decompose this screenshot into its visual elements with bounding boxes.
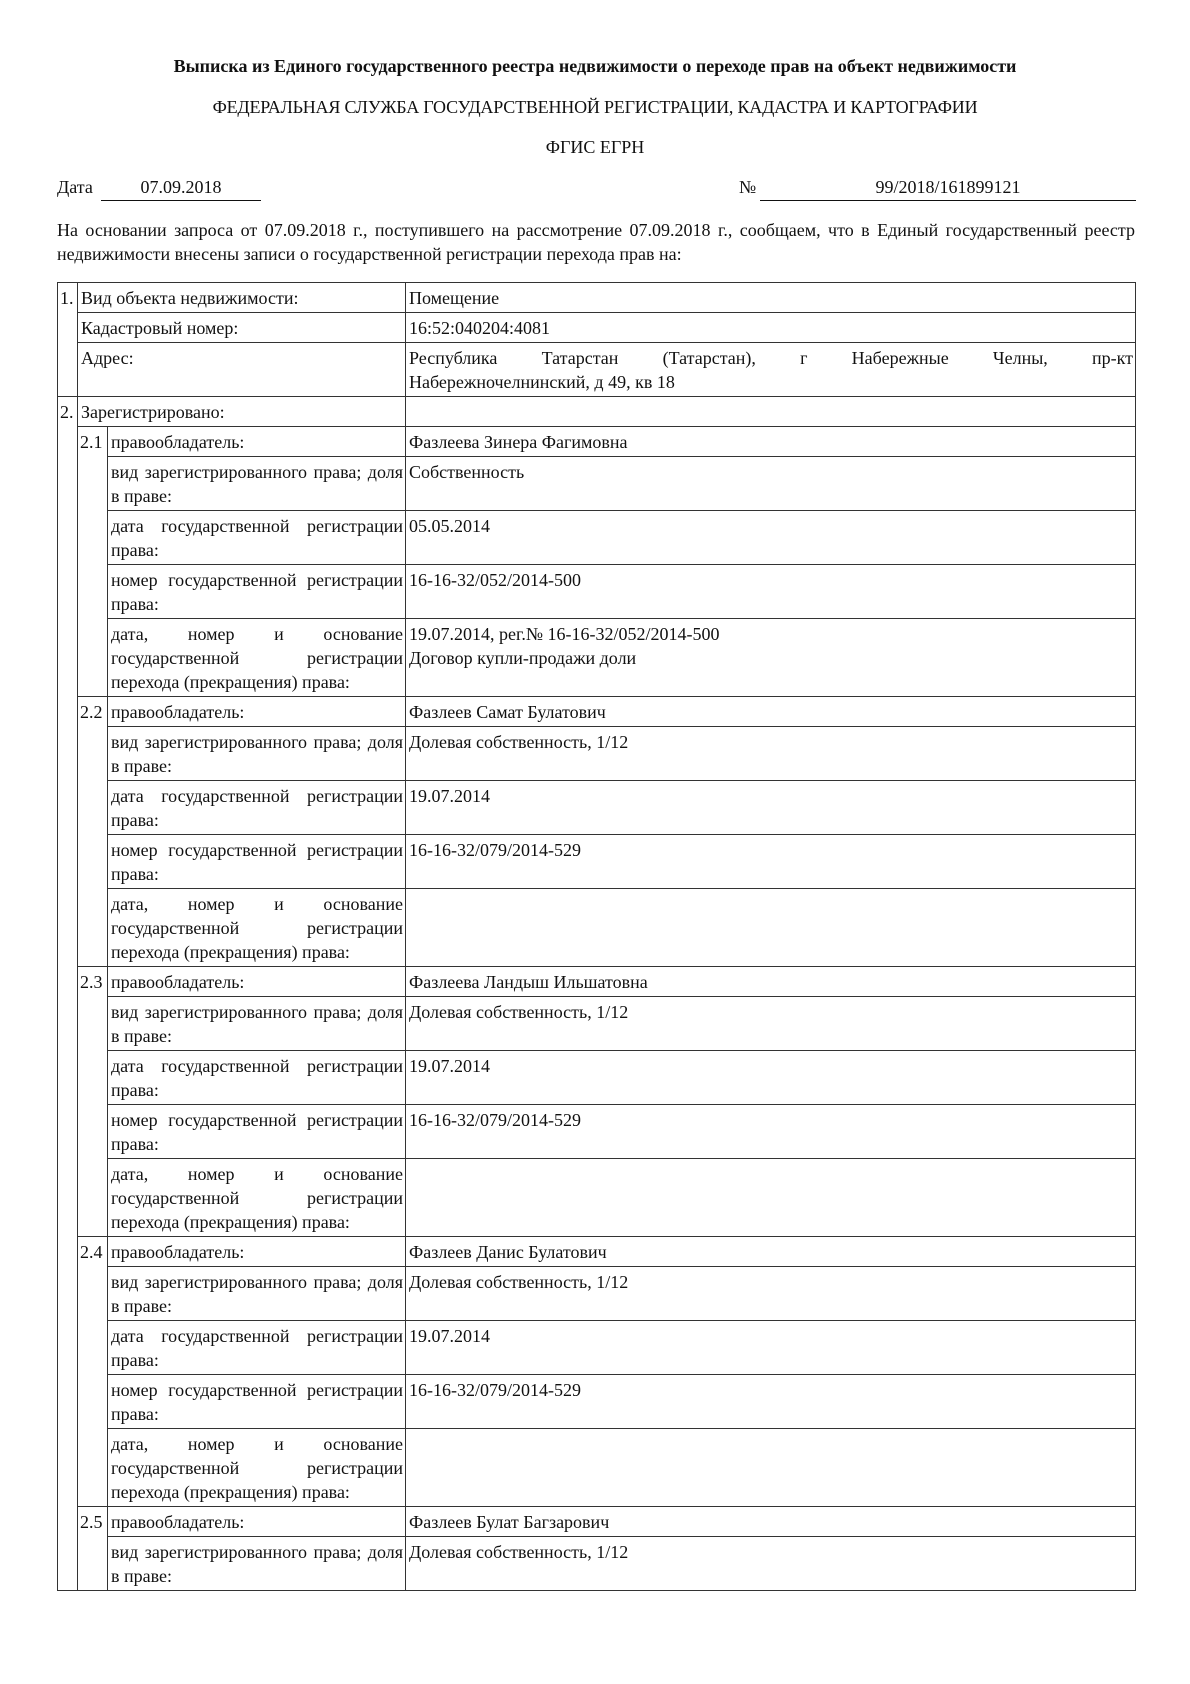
holder-number: 2.3 <box>78 967 108 1237</box>
reg-date-label <box>108 781 406 835</box>
label-line: в праве: <box>111 756 173 776</box>
transfer-value <box>406 1159 1136 1237</box>
label-line: в праве: <box>111 1026 173 1046</box>
table-row <box>58 1429 1136 1507</box>
holder-label: правообладатель: <box>108 967 406 997</box>
label-line: дата, номер и основание <box>111 1434 403 1454</box>
label-line: дата, номер и основание <box>111 1164 403 1184</box>
address-label: Адрес: <box>78 343 406 397</box>
right-kind-value: Собственность <box>406 457 1136 511</box>
label-line: права: <box>111 864 159 884</box>
label-line: дата государственной регистрации <box>111 1326 403 1346</box>
table-row <box>58 1507 1136 1537</box>
table-row <box>58 781 1136 835</box>
reg-number-value: 16-16-32/052/2014-500 <box>406 565 1136 619</box>
right-kind-label <box>108 457 406 511</box>
system-name: ФГИС ЕГРН <box>545 137 645 157</box>
holder-number: 2.5 <box>78 1507 108 1591</box>
section-number: 1. <box>58 283 78 397</box>
table-row <box>58 727 1136 781</box>
label-line: вид зарегистрированного права; доля <box>111 462 403 482</box>
holder-name: Фазлеева Зинера Фагимовна <box>406 427 1136 457</box>
holder-label: правообладатель: <box>108 427 406 457</box>
label-line: государственной регистрации <box>111 648 403 668</box>
right-kind-label <box>108 997 406 1051</box>
label-line: в праве: <box>111 486 173 506</box>
table-row <box>58 835 1136 889</box>
registered-label: Зарегистрировано: <box>78 397 406 427</box>
address-value <box>406 343 1136 397</box>
transfer-value <box>406 1429 1136 1507</box>
reg-number-value: 16-16-32/079/2014-529 <box>406 1375 1136 1429</box>
table-row <box>58 1321 1136 1375</box>
cadastral-label: Кадастровый номер: <box>78 313 406 343</box>
empty-cell <box>406 397 1136 427</box>
transfer-value <box>406 889 1136 967</box>
table-row <box>58 343 1136 397</box>
label-line: дата, номер и основание <box>111 624 403 644</box>
table-row <box>58 1267 1136 1321</box>
table-row <box>58 889 1136 967</box>
label-line: права: <box>111 1134 159 1154</box>
table-row <box>58 283 1136 313</box>
label-line: вид зарегистрированного права; доля <box>111 1272 403 1292</box>
transfer-value <box>406 619 1136 697</box>
label-line: дата государственной регистрации <box>111 786 403 806</box>
label-line: вид зарегистрированного права; доля <box>111 1542 403 1562</box>
registry-table <box>57 282 1136 1591</box>
label-line: номер государственной регистрации <box>111 570 403 590</box>
document-title: Выписка из Единого государственного реестра недвижимости о переходе прав на объект недвижимости <box>173 56 1017 76</box>
label-line: права: <box>111 594 159 614</box>
label-line: вид зарегистрированного права; доля <box>111 1002 403 1022</box>
reg-date-label <box>108 1321 406 1375</box>
right-kind-value: Долевая собственность, 1/12 <box>406 1267 1136 1321</box>
table-row <box>58 619 1136 697</box>
label-line: вид зарегистрированного права; доля <box>111 732 403 752</box>
holder-name: Фазлеев Самат Булатович <box>406 697 1136 727</box>
right-kind-value: Долевая собственность, 1/12 <box>406 997 1136 1051</box>
reg-date-label <box>108 1051 406 1105</box>
reg-number-label <box>108 1105 406 1159</box>
label-line: перехода (прекращения) права: <box>111 942 350 962</box>
agency-name: ФЕДЕРАЛЬНАЯ СЛУЖБА ГОСУДАРСТВЕННОЙ РЕГИСТРАЦИИ, КАДАСТРА И КАРТОГРАФИИ <box>212 97 978 117</box>
intro-paragraph: На основании запроса от 07.09.2018 г., поступившего на рассмотрение 07.09.2018 г., сообщаем, что в Единый государственный реестр недвижимости внесены записи о государственной регистрации перехода прав на: <box>57 220 1135 264</box>
label-line: номер государственной регистрации <box>111 840 403 860</box>
holder-number: 2.4 <box>78 1237 108 1507</box>
table-row <box>58 997 1136 1051</box>
value-line: 19.07.2014, рег.№ 16-16-32/052/2014-500 <box>409 624 720 644</box>
right-kind-label <box>108 1267 406 1321</box>
label-line: в праве: <box>111 1296 173 1316</box>
transfer-label <box>108 1159 406 1237</box>
reg-number-value: 16-16-32/079/2014-529 <box>406 835 1136 889</box>
address-line: Набережночелнинский, д 49, кв 18 <box>409 372 675 392</box>
label-line: государственной регистрации <box>111 918 403 938</box>
holder-name: Фазлеев Булат Багзарович <box>406 1507 1136 1537</box>
table-row <box>58 1159 1136 1237</box>
section-number: 2. <box>58 397 78 1591</box>
holder-number: 2.1 <box>78 427 108 697</box>
reg-date-value: 19.07.2014 <box>406 781 1136 835</box>
holder-label: правообладатель: <box>108 1507 406 1537</box>
right-kind-value: Долевая собственность, 1/12 <box>406 727 1136 781</box>
label-line: права: <box>111 1080 159 1100</box>
label-line: номер государственной регистрации <box>111 1380 403 1400</box>
right-kind-label <box>108 727 406 781</box>
label-line: номер государственной регистрации <box>111 1110 403 1130</box>
table-row <box>58 1537 1136 1591</box>
holder-label: правообладатель: <box>108 697 406 727</box>
number-label: № <box>739 177 757 197</box>
table-row <box>58 1051 1136 1105</box>
right-kind-value: Долевая собственность, 1/12 <box>406 1537 1136 1591</box>
cadastral-value: 16:52:040204:4081 <box>406 313 1136 343</box>
number-value: 99/2018/161899121 <box>760 177 1136 201</box>
table-row <box>58 457 1136 511</box>
value-line: Договор купли-продажи доли <box>409 648 637 668</box>
table-row <box>58 1105 1136 1159</box>
label-line: права: <box>111 1350 159 1370</box>
right-kind-label <box>108 1537 406 1591</box>
label-line: права: <box>111 540 159 560</box>
label-line: перехода (прекращения) права: <box>111 1212 350 1232</box>
reg-date-value: 19.07.2014 <box>406 1051 1136 1105</box>
label-line: перехода (прекращения) права: <box>111 672 350 692</box>
date-value: 07.09.2018 <box>101 177 261 201</box>
object-type-value: Помещение <box>406 283 1136 313</box>
holder-label: правообладатель: <box>108 1237 406 1267</box>
label-line: перехода (прекращения) права: <box>111 1482 350 1502</box>
date-label: Дата <box>57 177 93 197</box>
table-row <box>58 313 1136 343</box>
table-row <box>58 427 1136 457</box>
label-line: дата, номер и основание <box>111 894 403 914</box>
label-line: дата государственной регистрации <box>111 1056 403 1076</box>
holder-number: 2.2 <box>78 697 108 967</box>
address-line: Республика Татарстан (Татарстан), г Набережные Челны, пр-кт <box>409 348 1133 368</box>
transfer-label <box>108 619 406 697</box>
reg-number-label <box>108 1375 406 1429</box>
reg-date-value: 05.05.2014 <box>406 511 1136 565</box>
transfer-label <box>108 1429 406 1507</box>
label-line: права: <box>111 1404 159 1424</box>
label-line: дата государственной регистрации <box>111 516 403 536</box>
label-line: права: <box>111 810 159 830</box>
object-type-label: Вид объекта недвижимости: <box>78 283 406 313</box>
reg-date-label <box>108 511 406 565</box>
reg-number-label <box>108 565 406 619</box>
table-row <box>58 1375 1136 1429</box>
reg-date-value: 19.07.2014 <box>406 1321 1136 1375</box>
table-row <box>58 397 1136 427</box>
reg-number-value: 16-16-32/079/2014-529 <box>406 1105 1136 1159</box>
label-line: государственной регистрации <box>111 1458 403 1478</box>
transfer-label <box>108 889 406 967</box>
table-row <box>58 565 1136 619</box>
holder-name: Фазлеев Данис Булатович <box>406 1237 1136 1267</box>
table-row <box>58 1237 1136 1267</box>
table-row <box>58 511 1136 565</box>
label-line: государственной регистрации <box>111 1188 403 1208</box>
label-line: в праве: <box>111 1566 173 1586</box>
reg-number-label <box>108 835 406 889</box>
table-row <box>58 697 1136 727</box>
holder-name: Фазлеева Ландыш Ильшатовна <box>406 967 1136 997</box>
table-row <box>58 967 1136 997</box>
